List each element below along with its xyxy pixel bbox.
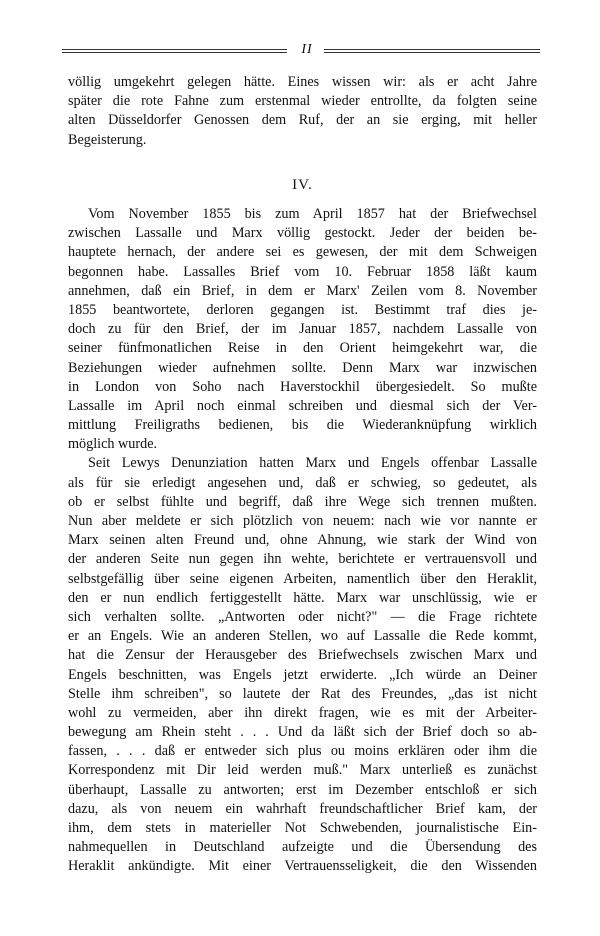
page-number: II <box>301 42 313 57</box>
paragraph-continued <box>68 73 537 150</box>
running-header <box>62 40 540 60</box>
text-line: bewegung am Rhein steht . . . Und da läßt sich der Brief doch so ab- <box>68 724 537 741</box>
text-line: Lassalle im April noch einmal schreiben und diesmal sich der Ver- <box>68 397 537 414</box>
text-line: ob er selbst fühlte und begriff, daß ihre Wege sich trennen mußten. <box>68 493 537 510</box>
text-line: Seit Lewys Denunziation hatten Marx und Engels offenbar Lassalle <box>88 455 537 472</box>
text-line: Begeisterung. <box>68 131 147 148</box>
text-line: Korrespondenz mit Dir leid werden muß." Marx unterließ es zunächst <box>68 762 537 779</box>
text-line: ihm, dem stets in materieller Not Schwebenden, journalistische Ein- <box>68 820 537 836</box>
text-line: Engels beschnitten, was Engels jetzt erwiderte. „Ich würde an Deiner <box>68 666 537 683</box>
text-line: Nun aber meldete er sich plötzlich von neuem: nach wie vor nannte er <box>68 513 537 529</box>
text-line: als für sie erledigt angesehen und, daß er schwieg, so gedeutet, als <box>68 474 537 491</box>
text-line: Stelle ihm schreiben", so lautete der Rat des Freundes, „das ist nicht <box>68 685 537 702</box>
header-rule-left <box>62 49 287 53</box>
text-line: er an Engels. Wie an anderen Stellen, wo auf Lassalle die Rede kommt, <box>68 628 537 645</box>
text-line: zwischen Lassalle und Marx völlig gestockt. Jeder der beiden be- <box>68 225 537 242</box>
text-line: wohl zu vermeiden, aber ihn direkt fragen, wie es mit der Arbeiter- <box>68 704 537 721</box>
text-line: hauptete hernach, der andere sei es gewesen, der mit dem Schweigen <box>68 244 537 261</box>
paragraph-vom-november <box>68 205 537 454</box>
text-line: Marx seinen alten Freund und, ohne Ahnung, wie stark der Wind von <box>68 532 537 549</box>
text-line: Heraklit ankündigte. Mit einer Vertrauensseligkeit, die den Wissenden <box>68 858 537 875</box>
text-line: fassen, . . . daß er entweder sich plus ou moins erklären oder ihm die <box>68 743 537 760</box>
text-line: seiner fünfmonatlichen Reise in den Orient heimgekehrt war, die <box>68 340 537 357</box>
text-line: begonnen habe. Lassalles Brief vom 10. Februar 1858 läßt kaum <box>68 263 537 280</box>
text-line: alten Düsseldorfer Genossen dem Ruf, der an sie erging, mit heller <box>68 112 537 129</box>
section-body <box>68 205 537 877</box>
text-line: mittlung Freiligraths bedienen, bis die Wiederanknüpfung wirklich <box>68 417 537 434</box>
text-line: sich verhalten sollte. „Antworten oder nicht?" — die Frage richtete <box>68 608 537 625</box>
text-line: in London von Soho nach Haverstockhil übergesiedelt. So mußte <box>68 378 537 395</box>
text-line: 1855 beantwortete, derloren gegangen ist. Bestimmt traf dies je- <box>68 301 537 318</box>
text-line: doch zu für den Brief, der im Januar 1857, nachdem Lassalle von <box>68 321 537 338</box>
text-line: den er nun endlich fertiggestellt hätte. Marx war unschlüssig, wie er <box>68 589 537 606</box>
section-heading: IV. <box>292 177 313 193</box>
text-line: möglich wurde. <box>68 436 158 453</box>
text-line: überhaupt, Lassalle zu antworten; erst im Dezember entschloß er sich <box>68 781 537 798</box>
text-line: völlig umgekehrt gelegen hätte. Eines wissen wir: als er acht Jahre <box>68 74 537 90</box>
text-line: Vom November 1855 bis zum April 1857 hat der Briefwechsel <box>88 206 537 222</box>
text-line: annehmen, daß ein Brief, in dem er Marx' Zeilen vom 8. November <box>68 282 537 299</box>
text-line: später die rote Fahne zum erstenmal wieder entrollte, da folgten seine <box>68 93 537 110</box>
text-line: selbstgefällig über seine eigenen Arbeiten, namentlich über den Heraklit, <box>68 570 537 587</box>
text-line: Beziehungen wieder aufnehmen sollte. Denn Marx war inzwischen <box>68 359 537 376</box>
text-line: hat die Zensur der Herausgeber des Briefwechsels zwischen Marx und <box>68 647 537 664</box>
text-line: dazu, als von neuem ein wahrhaft freundschaftlicher Brief kam, der <box>68 800 537 817</box>
text-line: nahmequellen in Deutschland aufzeigte und die Übersendung des <box>68 839 537 856</box>
header-rule-right <box>324 49 540 53</box>
paragraph-seit-lewys <box>68 454 537 876</box>
text-line: der anderen Seite nun gegen ihn wehte, berichtete er vertrauensvoll und <box>68 551 537 568</box>
